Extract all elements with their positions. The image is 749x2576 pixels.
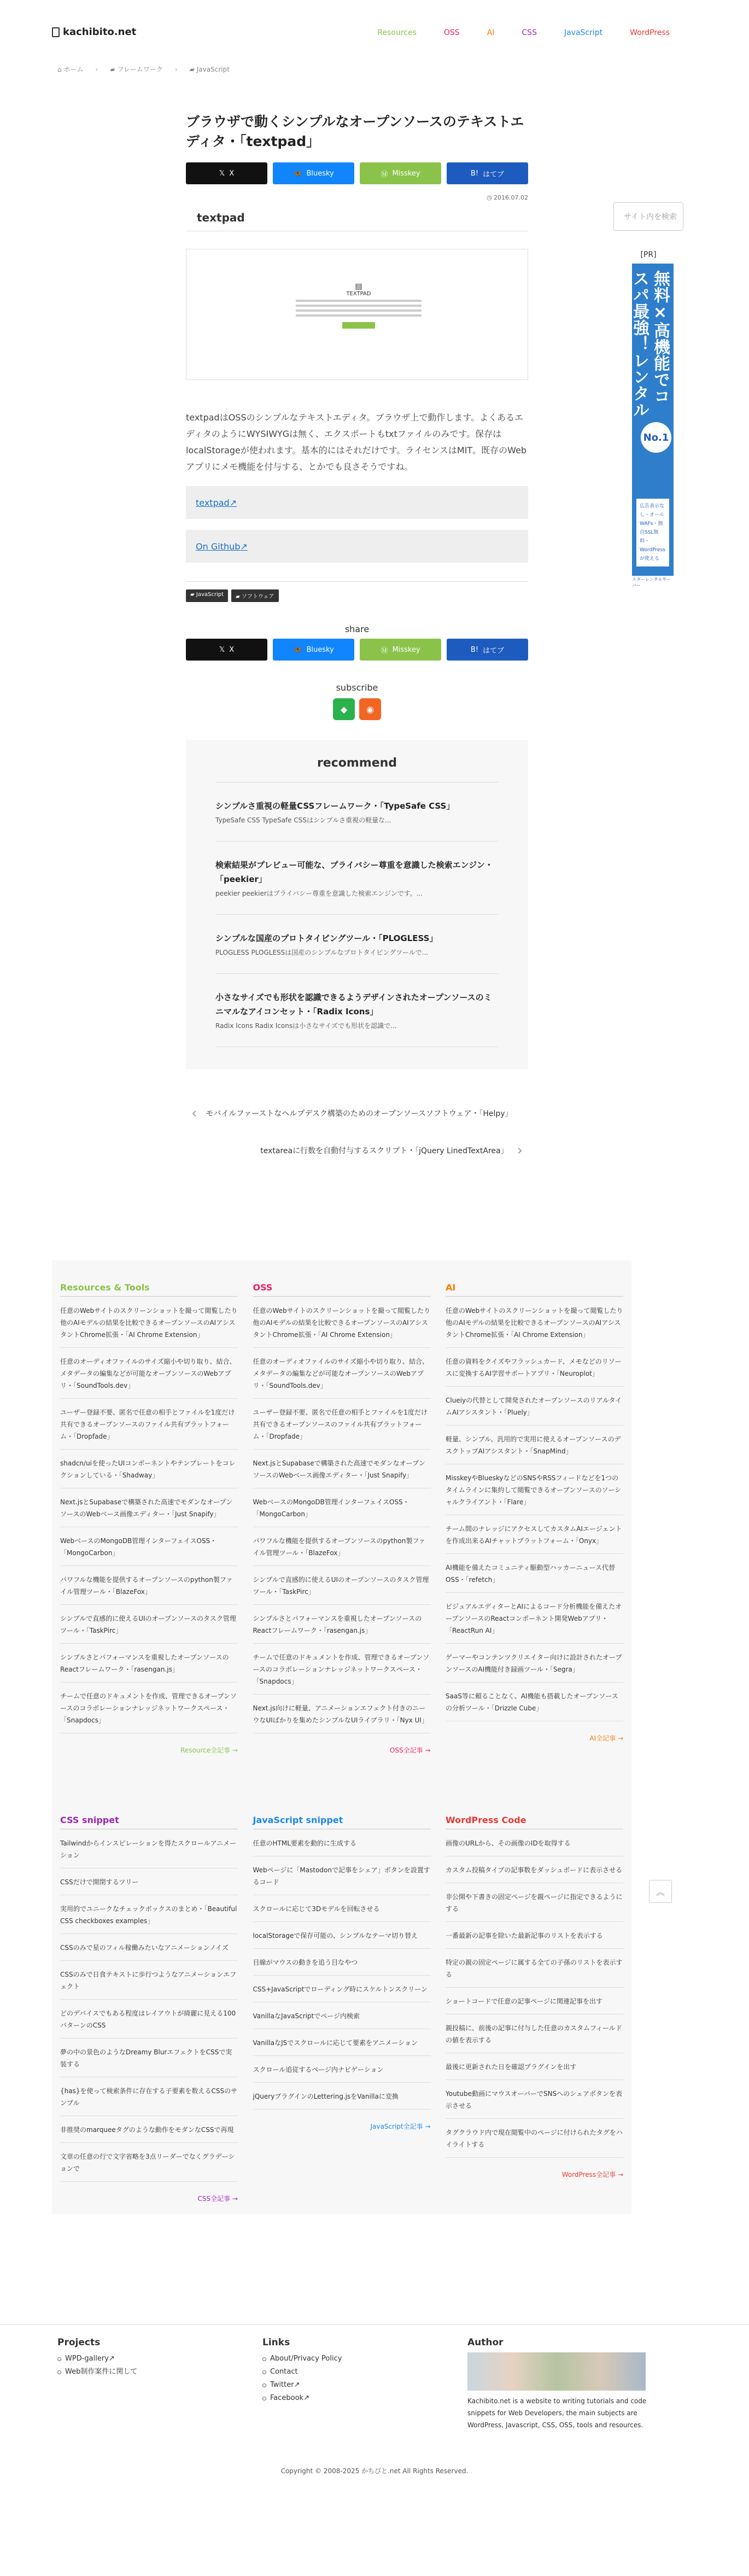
next-post-title: textareaに行数を自動付与するスクリプト・「jQuery LinedTextArea」 (260, 1147, 508, 1155)
list-item[interactable]: Youtube動画にマウスオーバーでSNSへのシェアボタンを表示させる (446, 2080, 623, 2119)
column-heading: CSS snippet (60, 1815, 238, 1830)
list-item[interactable]: 任意の資料をクイズやフラッシュカード、メモなどのリソースに変換するAI学習サポートアプリ・「Neuroplot」 (446, 1348, 623, 1387)
tag-javascript[interactable] (186, 589, 228, 602)
list-item[interactable]: スクロール追従するページ内ナビゲーション (253, 2056, 431, 2083)
footer-list (262, 2352, 467, 2405)
external-link-icon: ↗ (294, 2381, 300, 2389)
list-item[interactable]: タグクラウド内で現在閲覧中のページに付けられたタグをハイライトする (446, 2119, 623, 2158)
list-item[interactable]: 実用的でユニークなチェックボックスのまとめ・「Beautiful CSS checkboxes examples」 (60, 1895, 238, 1934)
tag-software[interactable] (231, 589, 279, 602)
recommend-item-excerpt: PLOGLESS PLOGLESSは国産のシンプルなプロトタイピングツールで... (215, 949, 429, 956)
share-misskey-label: Misskey (392, 169, 420, 178)
misskey-icon: Ⓜ (381, 170, 388, 179)
recommend-item-title: シンプルさ重視の軽量CSSフレームワーク・「TypeSafe CSS」 (215, 801, 455, 811)
column-more-link[interactable]: AI全記事 → (589, 1734, 623, 1742)
home-icon: ⌂ (57, 66, 62, 73)
tag-software-label: ソフトウェア (241, 594, 274, 600)
copyright: Copyright © 2008-2025 かちびと.net All Rights Reserved. (280, 2467, 469, 2475)
footer-link[interactable]: Contact (262, 2365, 467, 2379)
column-javascript (253, 1815, 431, 2203)
prev-post-link[interactable] (186, 1105, 528, 1121)
list-item[interactable]: シンプルさとパフォーマンスを重視したオープンソースのReactフレームワーク・「rasengan.js」 (253, 1605, 431, 1644)
site-logo[interactable] (52, 26, 136, 38)
misskey-icon: Ⓜ (381, 646, 388, 655)
list-item[interactable]: Next.jsとSupabaseで構築された高速でモダンなオープンソースのWebベース画像エディター・「Just Snapify」 (253, 1450, 431, 1488)
list-item[interactable]: CSSのみで日食テキストに歩行つようなアニメーションエフェクト (60, 1961, 238, 2000)
footer-link[interactable] (262, 2392, 467, 2405)
recommend-item-title: 小さなサイズでも形状を認識できるようデザインされたオープンソースのミニマルなアイコンセット・「Radix Icons」 (215, 992, 492, 1017)
list-item[interactable]: どのデバイスでもある程度はレイアウトが綺麗に見える100パターンのCSS (60, 2000, 238, 2038)
list-item[interactable]: 任意のHTML要素を動的に生成する (253, 1830, 431, 1856)
ad-headline: 無料×高機能でコスパ最強！レンタルサーバー (609, 270, 670, 418)
x-icon: 𝕏 (219, 645, 225, 654)
list-item[interactable]: WebベースのMongoDB管理インターフェイスOSS・「MongoCarbon」 (60, 1527, 238, 1566)
breadcrumb-home[interactable] (57, 65, 83, 74)
list-item[interactable]: シンプルで直感的に使えるUIのオープンソースのタスク管理ツール・「TaskPirc」 (253, 1566, 431, 1605)
list-item[interactable]: カスタム投稿タイプの記事数をダッシュボードに表示させる (446, 1856, 623, 1883)
recommend-item[interactable] (215, 915, 499, 974)
subscribe-buttons (186, 698, 528, 720)
logo-icon (52, 27, 60, 37)
column-oss (253, 1282, 431, 1755)
list-item[interactable]: VanillaなJavaScriptでページ内検索 (253, 2002, 431, 2029)
breadcrumb-home-label: ホーム (63, 66, 84, 73)
screenshot-title: TEXTPAD (346, 291, 371, 297)
chevron-left-icon: ‹ (191, 1105, 197, 1121)
external-link-icon: ↗ (240, 541, 248, 552)
column-more-link[interactable]: WordPress全記事 → (561, 2171, 623, 2178)
footer-link-label: Facebook (270, 2394, 304, 2402)
nav-javascript[interactable]: JavaScript (564, 28, 603, 37)
recommend-item-title: 検索結果がプレビュー可能な、プライバシー尊重を意識した検索エンジン・「peekier」 (215, 860, 493, 884)
article (186, 112, 528, 1159)
list-item[interactable]: ショートコードで任意の記事ページに関連記事を出す (446, 1988, 623, 2014)
nav-resources[interactable]: Resources (377, 28, 417, 37)
list-item[interactable]: MisskeyやBlueskyなどのSNSやRSSフィードなどを1つのタイムラインに集約して閲覧できるオープンソースのソーシャルクライアント・「Flare」 (446, 1464, 623, 1515)
share-buttons-bottom (186, 639, 528, 661)
link-textpad-label: textpad (196, 497, 230, 508)
site-header (0, 0, 749, 73)
category-columns (52, 1260, 631, 2214)
list-item[interactable]: VanillaなJSでスクロールに応じて要素をアニメーション (253, 2029, 431, 2056)
column-list (446, 1830, 623, 2158)
list-item[interactable]: 任意のWebサイトのスクリーンショットを撮って閲覧したり他のAIモデルの結果を比較できるオープンソースのAIアシスタントChrome拡張・「AI Chrome Extension」 (60, 1297, 238, 1348)
screenshot-button (342, 322, 375, 329)
list-item[interactable]: 非推奨のmarqueeタグのような動作をモダンなCSSで再現 (60, 2116, 238, 2143)
rss-icon[interactable]: ◉ (359, 698, 381, 720)
column-list (60, 1830, 238, 2182)
list-item[interactable]: {has}を使って検索条件に存在する子要素を数えるCSSのサンプル (60, 2077, 238, 2116)
list-item[interactable]: Next.js向けに軽量、アニメーションエフェクト付きのニーウなUIばかりを集めたシンプルなUIライブラリ・「Nyx UI」 (253, 1695, 431, 1733)
recommend-item-excerpt: TypeSafe CSS TypeSafe CSSはシンプルさ重視の軽量な... (215, 816, 391, 824)
recommend-item[interactable] (215, 974, 499, 1047)
list-item[interactable]: 任意のWebサイトのスクリーンショットを撮って閲覧したり他のAIモデルの結果を比較できるオープンソースのAIアシスタントChrome拡張・「AI Chrome Extension」 (253, 1297, 431, 1348)
notepad-icon: ▤ (355, 282, 362, 291)
recommend-section (186, 740, 528, 1069)
column-heading: Resources & Tools (60, 1282, 238, 1297)
breadcrumb-current[interactable] (190, 66, 230, 73)
ad-points: 広告表示なし・オールWAFs・独自SSL無料・WordPressが使える (636, 499, 669, 566)
list-item[interactable]: 任意のオーディオファイルのサイズ縮小や切り取り、結合、メタデータの編集などが可能なオープンソースのWebアプリ・「SoundTools.dev」 (253, 1348, 431, 1399)
site-footer (0, 2324, 749, 2431)
nav-oss[interactable]: OSS (443, 28, 460, 37)
chevron-up-icon: ︽ (656, 1886, 665, 1897)
subscribe-heading: subscribe (336, 682, 378, 693)
screenshot-text-line (296, 305, 422, 307)
footer-link[interactable]: About/Privacy Policy (262, 2352, 467, 2365)
author-photo (467, 2352, 646, 2391)
author-about: Kachibito.net is a website to writing tutorials and code snippets for Web Developers, the main subjects are WordPress, Javascript, CSS, OSS, tools and resources. (467, 2397, 647, 2429)
link-textpad[interactable] (186, 486, 528, 519)
folder-icon: ▰ (236, 594, 240, 600)
list-item[interactable]: 文章の任意の行で文字省略を3点リーダーでなくグラデーションで (60, 2143, 238, 2182)
list-item[interactable]: 軽量、シンプル、汎用的で実用に使えるオープンソースのデスクトップAIアシスタント・「SnapMind」 (446, 1426, 623, 1464)
breadcrumb-current-label: JavaScript (196, 65, 230, 73)
category-row (60, 1815, 623, 2203)
external-link-icon: ↗ (229, 497, 237, 508)
chevron-right-icon: › (95, 65, 98, 73)
external-link-icon: ↗ (108, 2355, 115, 2363)
screenshot-text-line (296, 314, 422, 317)
column-heading: JavaScript snippet (253, 1815, 431, 1830)
footer-link[interactable]: Web制作案件に関して (57, 2365, 262, 2379)
category-row (60, 1282, 623, 1755)
list-item[interactable]: 特定の親の固定ページに属する全ての子孫のリストを表示する (446, 1949, 623, 1988)
list-item[interactable]: シンプルさとパフォーマンスを重視したオープンソースのReactフレームワーク・「rasengan.js」 (60, 1644, 238, 1683)
list-item[interactable]: 非公開や下書きの固定ページを親ページに指定できるようにする (446, 1883, 623, 1922)
footer-list (57, 2352, 262, 2379)
list-item[interactable]: ユーザー登録不要、匿名で任意の相手とファイルを1度だけ共有できるオープンソースのファイル共有プラットフォーム・「Dropfade」 (60, 1399, 238, 1450)
share-misskey-button[interactable] (360, 162, 441, 184)
list-item[interactable]: ユーザー登録不要、匿名で任意の相手とファイルを1度だけ共有できるオープンソースのファイル共有プラットフォーム・「Dropfade」 (253, 1399, 431, 1450)
list-item[interactable]: localStorageで保存可能の、シンプルなテーマ切り替え (253, 1922, 431, 1949)
share-misskey-label: Misskey (392, 645, 420, 654)
tag-javascript-label: JavaScript (196, 592, 224, 598)
column-list (60, 1297, 238, 1733)
share-x-label: X (229, 645, 235, 654)
feedly-icon[interactable]: ◆ (333, 698, 355, 720)
recommend-heading: recommend (215, 756, 499, 782)
folder-icon: ▰ (190, 592, 195, 598)
x-icon: 𝕏 (219, 169, 225, 178)
hatena-icon: B! (470, 169, 479, 178)
list-item[interactable]: 夢の中の景色のようなDreamy BlurエフェクトをCSSで実装する (60, 2038, 238, 2077)
recommend-item[interactable] (215, 782, 499, 842)
footer-heading: Projects (57, 2337, 101, 2348)
sidebar-ad-banner[interactable] (609, 264, 674, 589)
list-item[interactable]: Tailwindからインスピレーションを得たスクロールアニメーション (60, 1830, 238, 1868)
footer-projects (57, 2337, 262, 2431)
recommend-item-excerpt: peekier peekierはプライバシー尊重を意識した検索エンジンです。... (215, 890, 423, 897)
list-item[interactable]: 任意のWebサイトのスクリーンショットを撮って閲覧したり他のAIモデルの結果を比較できるオープンソースのAIアシスタントChrome拡張・「AI Chrome Extension」 (446, 1297, 623, 1348)
list-item[interactable]: チームで任意のドキュメントを作成、管理できるオープンソースのコラボレーションナレッジネットワークスペース・「Snapdocs」 (253, 1644, 431, 1695)
share-hatena-button[interactable] (447, 639, 528, 661)
footer-row (0, 2325, 749, 2431)
breadcrumb-category[interactable] (110, 65, 163, 74)
list-item[interactable]: CSS+JavaScriptでローディング時にスケルトンスクリーン (253, 1976, 431, 2002)
list-item[interactable]: 目線がマウスの動きを追う目なやつ (253, 1949, 431, 1976)
list-item[interactable]: 任意のオーディオファイルのサイズ縮小や切り取り、結合、メタデータの編集などが可能なオープンソースのWebアプリ・「SoundTools.dev」 (60, 1348, 238, 1399)
column-resources (60, 1282, 238, 1755)
column-list (253, 1830, 431, 2110)
list-item[interactable]: チームで任意のドキュメントを作成、管理できるオープンソースのコラボレーションナレッジネットワークスペース・「Snapdocs」 (60, 1683, 238, 1733)
screenshot-text-line (296, 309, 422, 312)
list-item[interactable]: Clueiyの代替として開発されたオープンソースのリアルタイムAIアシスタント・「Pluely」 (446, 1387, 623, 1426)
column-ai (446, 1282, 623, 1755)
list-item[interactable]: スクロールに応じて3Dモデルを回転させる (253, 1895, 431, 1922)
scroll-to-top-button[interactable] (649, 1880, 672, 1903)
column-more-link[interactable]: OSS全記事 → (389, 1746, 431, 1754)
column-wordpress (446, 1815, 623, 2203)
list-item[interactable]: jQueryプラグインのLettering.jsをVanillaに変換 (253, 2083, 431, 2110)
list-item[interactable]: 最後に更新された日を確認プラグインを出す (446, 2053, 623, 2080)
footer-author (467, 2337, 672, 2431)
list-item[interactable]: Next.jsとSupabaseで構築された高速でモダンなオープンソースのWebベース画像エディター・「Just Snapify」 (60, 1488, 238, 1527)
share-bluesky-label: Bluesky (306, 169, 334, 178)
list-item[interactable]: ゲーマーやコンテンツクリエイター向けに設計されたオープンソースのAI機能付き録画ツール・「Segra」 (446, 1644, 623, 1683)
article-subheading: textpad (186, 205, 528, 231)
list-item[interactable]: Webページに「Mastodonで記事をシェア」ボタンを設置するコード (253, 1856, 431, 1895)
list-item[interactable]: 画像のURLから、その画像のIDを取得する (446, 1830, 623, 1856)
hatena-icon: B! (470, 645, 479, 654)
page-title: ブラウザで動くシンプルなオープンソースのテキストエディタ・「textpad」 (186, 114, 524, 149)
share-x-label: X (229, 169, 235, 178)
share-misskey-button[interactable] (360, 639, 441, 661)
recommend-item[interactable] (215, 842, 499, 915)
column-more-link[interactable]: JavaScript全記事 → (370, 2123, 431, 2130)
list-item[interactable]: shadcn/uiを使ったUIコンポーネントやテンプレートをコレクションしている・「Shadway」 (60, 1450, 238, 1488)
sidebar (609, 202, 683, 589)
tag-list (186, 581, 528, 602)
list-item[interactable]: AI機能を備えたコミュニティ駆動型ハッカーニュース代替OSS・「refetch」 (446, 1554, 623, 1593)
share-x-button[interactable] (186, 162, 267, 184)
column-heading: WordPress Code (446, 1815, 623, 1830)
column-heading: OSS (253, 1282, 431, 1297)
footer-link-label: Twitter (270, 2381, 294, 2389)
recommend-item-excerpt: Radix Icons Radix Iconsは小さなサイズでも形状を認識で... (215, 1022, 397, 1030)
post-navigation (186, 1105, 528, 1159)
nav-ai[interactable]: AI (487, 28, 495, 37)
list-item[interactable]: チーム間のナレッジにアクセスしてカスタムAIエージェントを作成出来るAIチャットプラットフォーム・「Onyx」 (446, 1515, 623, 1554)
share-bluesky-label: Bluesky (306, 645, 334, 654)
column-list (253, 1297, 431, 1733)
main-nav (377, 28, 670, 37)
column-more-link[interactable]: CSS全記事 → (197, 2195, 238, 2203)
breadcrumb-category-label: フレームワーク (117, 66, 163, 73)
list-item[interactable]: シンプルで直感的に使えるUIのオープンソースのタスク管理ツール・「TaskPirc」 (60, 1605, 238, 1644)
external-link-icon: ↗ (303, 2394, 309, 2402)
nav-wordpress[interactable]: WordPress (630, 28, 670, 37)
list-item[interactable]: ビジュアルエディターとAIによるコード分析機能を備えたオープンソースのReactコンポーネント開発Webアプリ・「ReactRun AI」 (446, 1593, 623, 1644)
share-bluesky-button[interactable] (273, 639, 354, 661)
share-hatena-label: はてブ (483, 646, 505, 655)
screenshot-content (296, 282, 422, 329)
share-x-button[interactable] (186, 639, 267, 661)
list-item[interactable]: CSSだけで開閉するツリー (60, 1868, 238, 1895)
list-item[interactable]: 親投稿に、前後の記事に付与した任意のカスタムフィールドの値を表示する (446, 2014, 623, 2053)
clock-icon: ◷ (486, 194, 492, 201)
site-logo-text: kachibito.net (63, 26, 137, 38)
list-item[interactable]: パワフルな機能を提供するオープンソースのpython製ファイル管理ツール・「BlazeFox」 (253, 1527, 431, 1566)
footer-heading: Links (262, 2337, 290, 2348)
footer-links (262, 2337, 467, 2431)
prev-post-title: モバイルファーストなヘルプデスク構築のためのオープンソースソフトウェア・「Helpy」 (206, 1109, 513, 1118)
article-screenshot (186, 249, 528, 380)
link-github[interactable] (186, 530, 528, 563)
article-description: textpadはOSSのシンプルなテキストエディタ。ブラウザ上で動作します。よくあるエディタのようにWYSIWYGは無く、エクスポートもtxtファイルのみです。保存はlocalStorageが使われます。基本的にはそれだけです。ライセンスはMIT。既存のWebアプリにメモ機能を付与する、とかでも良さそうですね。 (186, 412, 527, 472)
pr-label: [PR] (640, 250, 657, 259)
folder-icon: ▰ (189, 65, 195, 73)
chevron-right-icon: › (517, 1142, 523, 1159)
share-heading: share (344, 624, 370, 634)
breadcrumb (57, 65, 230, 74)
column-list (446, 1297, 623, 1721)
share-hatena-button[interactable] (447, 162, 528, 184)
chevron-right-icon: › (174, 65, 178, 73)
footer-link-label: WPD-gallery (65, 2355, 109, 2363)
footer-heading: Author (467, 2337, 504, 2348)
next-post-link[interactable] (186, 1142, 528, 1159)
ad-footer: スターレンタルサーバー (632, 576, 674, 589)
list-item[interactable]: WebベースのMongoDB管理インターフェイスOSS・「MongoCarbon」 (253, 1488, 431, 1527)
link-github-label: On Github (196, 541, 241, 552)
column-css (60, 1815, 238, 2203)
column-more-link[interactable]: Resource全記事 → (180, 1746, 238, 1754)
recommend-item-title: シンプルな国産のプロトタイピングツール・「PLOGLESS」 (215, 933, 438, 943)
ad-badge: No.1 (641, 422, 671, 453)
folder-icon: ▰ (110, 66, 115, 73)
column-heading: AI (446, 1282, 623, 1297)
nav-css[interactable]: CSS (522, 28, 537, 37)
list-item[interactable]: SaaS等に頼ることなく、AI機能も搭載したオープンソースの分析ツール・「Drizzle Cube」 (446, 1683, 623, 1721)
list-item[interactable]: CSSのみで星のフィル稼働みたいなアニメーションノイズ (60, 1934, 238, 1961)
butterfly-icon: 🦋 (293, 169, 302, 178)
post-date-value: 2016.07.02 (494, 194, 528, 201)
search-input[interactable]: サイト内を検索 (613, 202, 683, 231)
list-item[interactable]: パワフルな機能を提供するオープンソースのpython製ファイル管理ツール・「BlazeFox」 (60, 1566, 238, 1605)
share-hatena-label: はてブ (483, 170, 505, 179)
butterfly-icon: 🦋 (293, 645, 302, 654)
share-bluesky-button[interactable] (273, 162, 354, 184)
share-buttons-top (186, 162, 528, 184)
screenshot-text-line (296, 300, 422, 302)
list-item[interactable]: 一番最新の記事を除いた最新記事のリストを表示する (446, 1922, 623, 1949)
footer-link[interactable] (262, 2379, 467, 2392)
footer-link[interactable] (57, 2352, 262, 2365)
post-date (186, 194, 528, 201)
